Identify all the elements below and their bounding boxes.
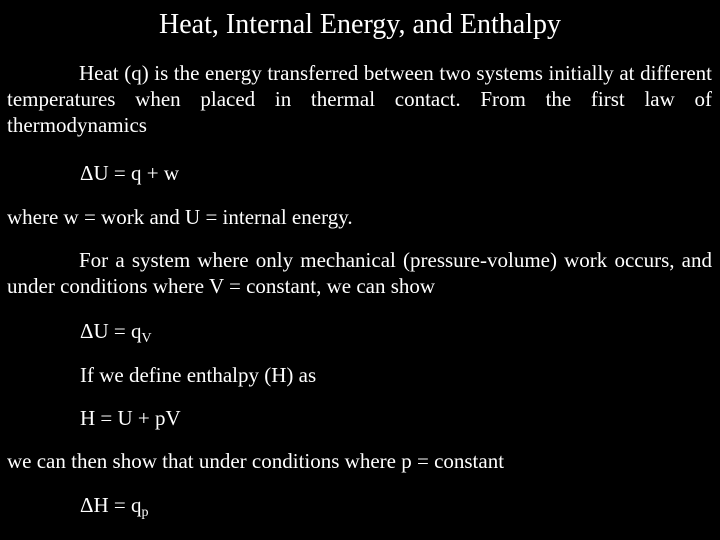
paragraph-mechanical-work: For a system where only mechanical (pressure-volume) work occurs, and under conditions where V = constant, we can show <box>7 248 712 298</box>
text-work-definition: where w = work and U = internal energy. <box>7 205 353 229</box>
equation-constant-pressure-main: ΔH = q <box>80 493 142 517</box>
equation-constant-volume-subscript: V <box>141 331 152 346</box>
equation-constant-pressure-subscript: p <box>141 505 149 520</box>
text-constant-pressure: we can then show that under conditions where p = constant <box>7 449 505 473</box>
equation-constant-pressure <box>80 492 149 518</box>
paragraph-heat-definition: Heat (q) is the energy transferred between two systems initially at different temperatures when placed in thermal contact. From the first law of thermodynamics <box>7 61 712 137</box>
equation-constant-volume-main: ΔU = q <box>80 319 142 343</box>
equation-constant-volume <box>80 318 152 344</box>
text-define-enthalpy: If we define enthalpy (H) as <box>80 363 317 387</box>
equation-enthalpy: H = U + pV <box>80 406 181 430</box>
slide-title: Heat, Internal Energy, and Enthalpy <box>159 9 561 40</box>
equation-first-law: ΔU = q + w <box>80 161 180 185</box>
